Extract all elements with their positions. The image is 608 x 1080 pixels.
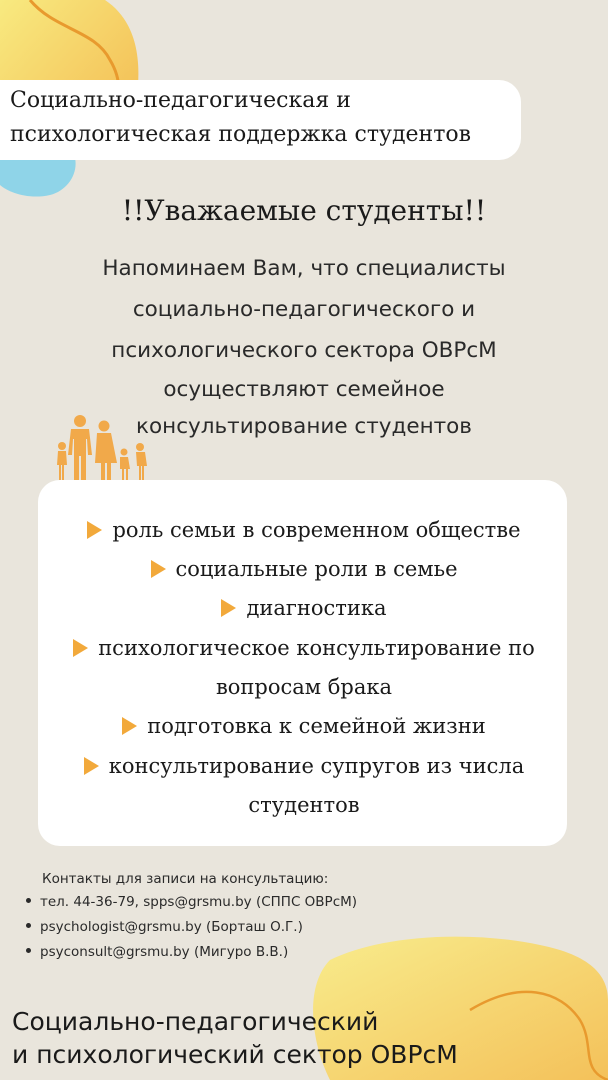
contact-item [26, 894, 357, 910]
orange-triangle-bullet-icon [73, 639, 88, 657]
bullet-dot-icon [26, 923, 31, 928]
contact-text: psyconsult@grsmu.by (Мигуро В.В.) [40, 944, 289, 960]
footer-line-2: и психологический сектор ОВРсМ [12, 1040, 458, 1069]
topic-item [0, 753, 608, 779]
topic-text: подготовка к семейной жизни [147, 714, 486, 738]
topic-text: роль семьи в современном обществе [112, 518, 521, 542]
contact-item [26, 944, 288, 960]
topic-item [0, 713, 608, 739]
topic-item-continuation: студентов [248, 793, 360, 817]
header-title-line-2: психологическая поддержка студентов [10, 122, 472, 147]
topic-text: социальные роли в семье [175, 557, 458, 581]
contact-text: psychologist@grsmu.by (Борташ О.Г.) [40, 919, 303, 935]
topic-item-continuation: вопросам брака [215, 675, 393, 699]
topic-text: психологическое консультирование по [98, 636, 535, 660]
intro-line-3: психологического сектора ОВРсМ [111, 338, 497, 363]
topic-text: консультирование супругов из числа [108, 754, 525, 778]
greeting-heading: !!Уважаемые студенты!! [121, 194, 487, 227]
intro-line-1: Напоминаем Вам, что специалисты [102, 256, 506, 281]
topic-item [0, 517, 608, 543]
orange-triangle-bullet-icon [122, 717, 137, 735]
header-title-line-1: Социально-педагогическая и [10, 88, 351, 113]
intro-line-5: консультирование студентов [136, 414, 472, 439]
orange-triangle-bullet-icon [221, 599, 236, 617]
orange-triangle-bullet-icon [84, 757, 99, 775]
intro-line-4: осуществляют семейное [163, 377, 445, 402]
family-silhouette-icon [54, 412, 154, 482]
intro-line-2: социально-педагогического и [132, 297, 476, 322]
orange-triangle-bullet-icon [151, 560, 166, 578]
topic-item [0, 595, 608, 621]
footer-line-1: Социально-педагогический [12, 1007, 379, 1036]
orange-triangle-bullet-icon [87, 521, 102, 539]
bullet-dot-icon [26, 898, 31, 903]
topic-item [0, 635, 608, 661]
topic-text: диагностика [246, 596, 387, 620]
bullet-dot-icon [26, 948, 31, 953]
contact-text: тел. 44-36-79, spps@grsmu.by (СППС ОВРсМ) [40, 894, 358, 910]
topic-item [0, 556, 608, 582]
contacts-title: Контакты для записи на консультацию: [42, 871, 329, 887]
header-card [0, 80, 521, 160]
contact-item [26, 919, 303, 935]
